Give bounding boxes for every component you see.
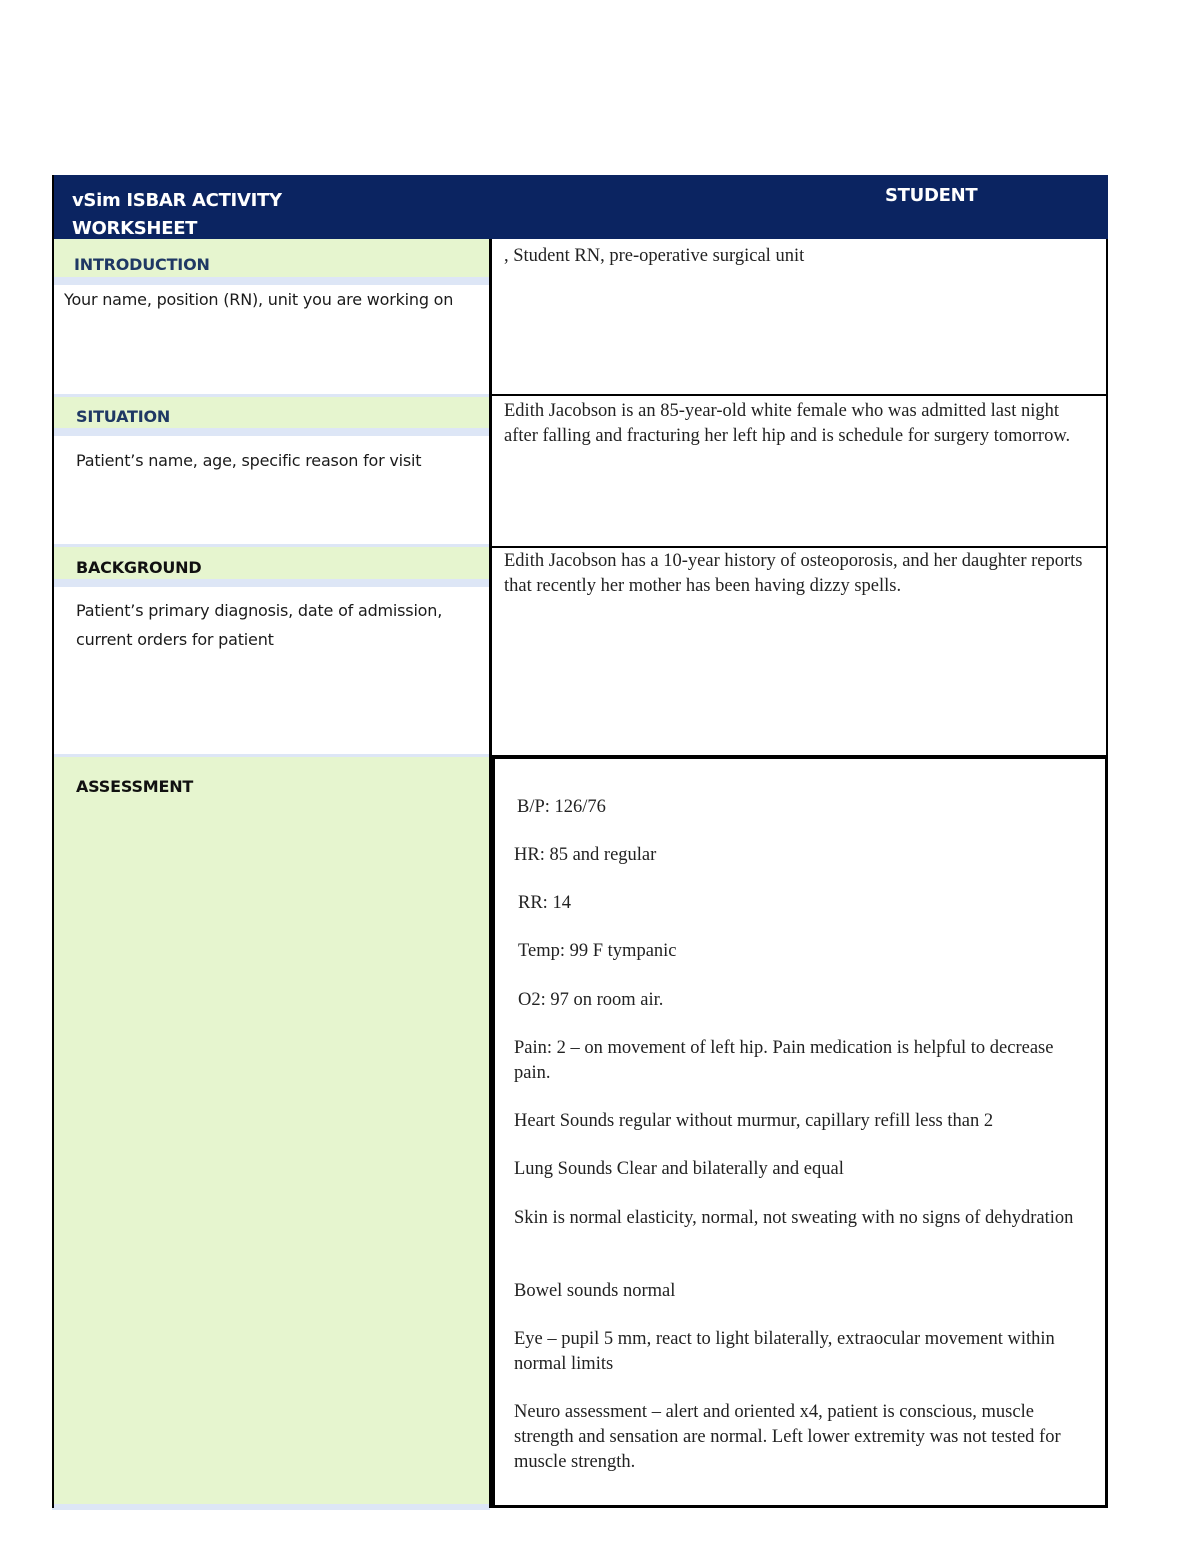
introduction-separator xyxy=(52,277,490,285)
assessment-lung-sounds: Lung Sounds Clear and bilaterally and equal xyxy=(514,1159,844,1179)
title-line-2: WORKSHEET xyxy=(72,218,198,239)
introduction-label-bar xyxy=(52,239,490,277)
title-line-1: vSim ISBAR ACTIVITY xyxy=(72,190,282,211)
assessment-label: ASSESSMENT xyxy=(76,777,194,796)
assessment-pain: Pain: 2 – on movement of left hip. Pain medication is helpful to decrease pain. xyxy=(514,1038,1054,1083)
vital-rr: RR: 14 xyxy=(518,893,571,913)
student-column-heading: STUDENT xyxy=(885,185,978,206)
isbar-worksheet xyxy=(52,175,1108,1508)
assessment-bottom-separator xyxy=(52,1504,490,1510)
situation-description: Patient’s name, age, specific reason for visit xyxy=(76,451,422,470)
assessment-label-panel xyxy=(52,757,490,1504)
situation-label: SITUATION xyxy=(76,407,171,426)
assessment-eye: Eye – pupil 5 mm, react to light bilaterally, extraocular movement within normal limits xyxy=(514,1329,1055,1374)
situation-response: Edith Jacobson is an 85-year-old white female who was admitted last night after falling and fracturing her left hip and is schedule for surgery tomorrow. xyxy=(504,401,1071,446)
introduction-response: , Student RN, pre-operative surgical unit xyxy=(504,246,805,266)
left-border-line xyxy=(52,175,54,1508)
assessment-skin: Skin is normal elasticity, normal, not sweating with no signs of dehydration xyxy=(514,1208,1074,1228)
vital-temp: Temp: 99 F tympanic xyxy=(518,941,677,961)
situation-response-box[interactable] xyxy=(490,394,1108,548)
column-divider-line xyxy=(489,239,492,1508)
situation-label-bar xyxy=(52,397,490,428)
situation-separator xyxy=(52,428,490,436)
vital-bp: B/P: 126/76 xyxy=(517,797,606,817)
assessment-response-box[interactable] xyxy=(492,756,1108,1508)
background-label: BACKGROUND xyxy=(76,558,202,577)
worksheet-header xyxy=(52,175,1108,239)
background-description: Patient’s primary diagnosis, date of admission, current orders for patient xyxy=(76,601,443,649)
background-separator xyxy=(52,579,490,587)
introduction-description: Your name, position (RN), unit you are working on xyxy=(64,290,454,309)
introduction-response-box[interactable] xyxy=(490,239,1108,396)
vital-hr: HR: 85 and regular xyxy=(514,845,657,865)
introduction-label: INTRODUCTION xyxy=(74,255,210,274)
vital-o2: O2: 97 on room air. xyxy=(518,990,664,1010)
assessment-bowel-sounds: Bowel sounds normal xyxy=(514,1281,676,1301)
assessment-neuro: Neuro assessment – alert and oriented x4, patient is conscious, muscle strength and sensation are normal. Left lower extremity was not tested for muscle strength. xyxy=(514,1402,1061,1472)
background-label-bar xyxy=(52,547,490,579)
worksheet-title xyxy=(72,186,282,243)
background-response: Edith Jacobson has a 10-year history of osteoporosis, and her daughter reports that recently her mother has been having dizzy spells. xyxy=(504,551,1083,596)
background-response-box[interactable] xyxy=(490,546,1108,757)
assessment-heart-sounds: Heart Sounds regular without murmur, capillary refill less than 2 xyxy=(514,1111,994,1131)
